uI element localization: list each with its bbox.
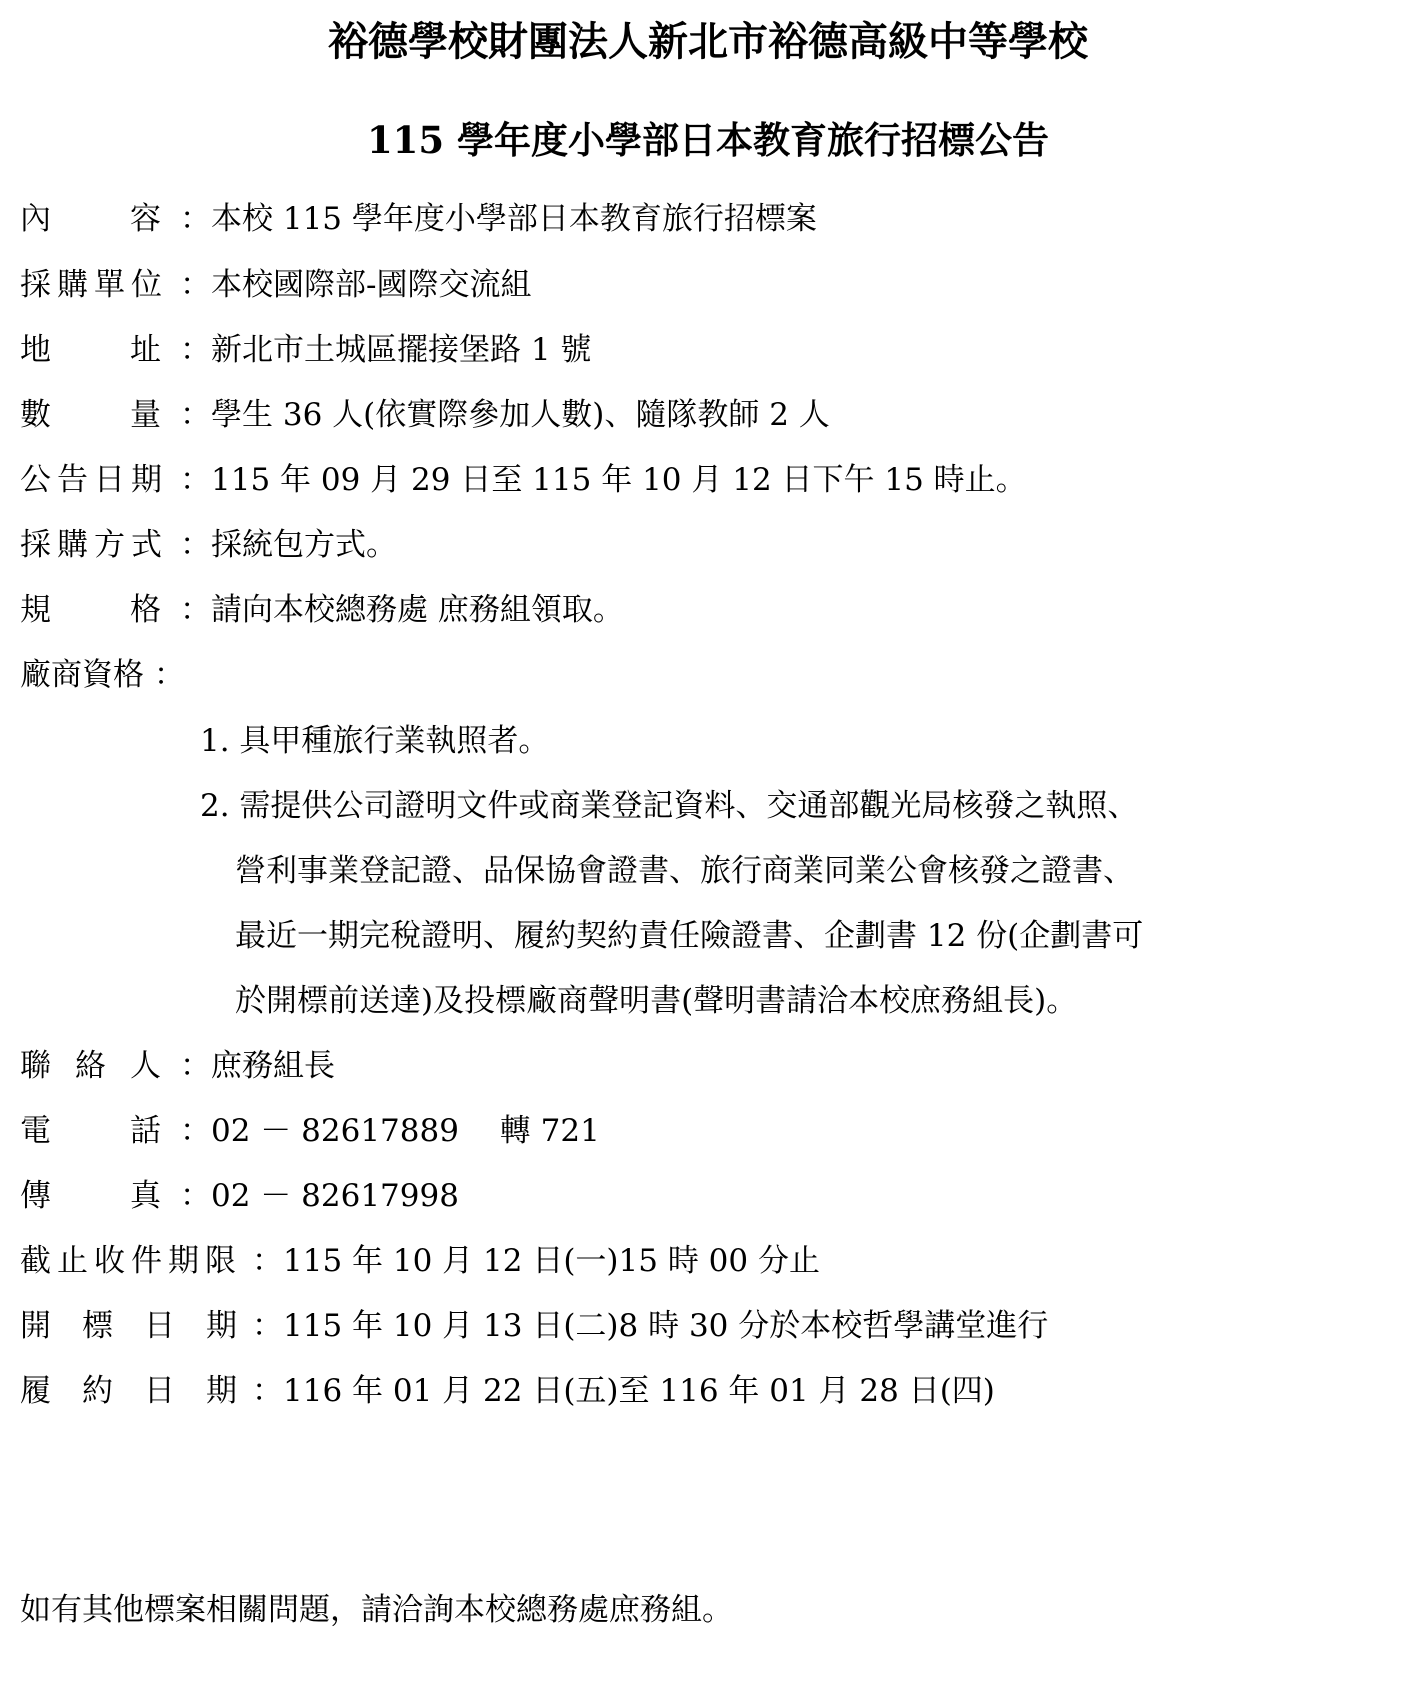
field-label [20,1106,180,1156]
field-value: 115 年 10 月 12 日(一)15 時 00 分止 [283,1243,820,1279]
field-quantity [20,390,1396,440]
field-colon: ： [180,1113,211,1149]
field-announcement-date [20,455,1396,505]
label-char: 採 [20,527,51,563]
field-label [20,390,180,440]
footer-note: 如有其他標案相關問題，請洽詢本校總務處庶務組。 [20,1592,733,1628]
label-char: 電 [20,1113,51,1149]
label-char: 件 [131,1243,162,1279]
label-char: 標 [82,1308,113,1344]
label-char: 容 [130,201,161,237]
field-colon: ： [180,1178,211,1214]
field-colon: ： [180,1048,211,1084]
field-address [20,325,1396,375]
label-char: 限 [205,1243,236,1279]
qualification-item-2-line-3: 最近一期完稅證明、履約契約責任險證書、企劃書 12 份(企劃書可 [235,918,1144,954]
label-char: 位 [131,267,162,303]
label-char: 內 [20,201,51,237]
label-char: 購 [57,527,88,563]
field-label [20,520,180,570]
field-colon: ： [180,267,211,303]
field-colon: ： [180,332,211,368]
field-label [20,1301,252,1351]
field-label [20,1236,252,1286]
field-colon: ： [180,397,211,433]
announcement-title: 115 學年度小學部日本教育旅行招標公告 [366,118,1050,162]
label-char: 截 [20,1243,51,1279]
field-label [20,1041,180,1091]
field-purchasing-unit [20,260,1396,310]
label-char: 量 [130,397,161,433]
label-char: 地 [20,332,51,368]
field-colon: ： [180,462,211,498]
field-colon: ： [180,527,211,563]
label-char: 約 [82,1373,113,1409]
label-char: 格 [130,592,161,628]
field-value: 02 － 82617998 [211,1178,459,1214]
label-char: 期 [131,462,162,498]
qualification-item-2-line-1: 2. 需提供公司證明文件或商業登記資料、交通部觀光局核發之執照、 [200,788,1139,824]
label-char: 履 [20,1373,51,1409]
field-label [20,585,180,635]
field-label [20,260,180,310]
label-char: 購 [57,267,88,303]
field-opening-date [20,1301,1396,1351]
field-value: 本校國際部-國際交流組 [211,267,532,303]
field-purchasing-method [20,520,1396,570]
label-char: 收 [94,1243,125,1279]
field-colon: ： [252,1373,283,1409]
field-value: 116 年 01 月 22 日(五)至 116 年 01 月 28 日(四) [283,1373,995,1409]
label-char: 絡 [75,1048,106,1084]
label-char: 式 [131,527,162,563]
label-char: 期 [206,1373,237,1409]
field-label [20,455,180,505]
field-phone [20,1106,1396,1156]
label-char: 止 [57,1243,88,1279]
label-char: 聯 [20,1048,51,1084]
field-submission-deadline [20,1236,1396,1286]
field-value: 115 年 09 月 29 日至 115 年 10 月 12 日下午 15 時止。 [211,462,1027,498]
label-char: 日 [144,1373,175,1409]
field-value: 採統包方式。 [211,527,397,563]
field-value: 02 － 82617889 轉 721 [211,1113,600,1149]
field-label [20,1171,180,1221]
label-char: 真 [130,1178,161,1214]
field-label [20,1366,252,1416]
label-char: 採 [20,267,51,303]
field-value: 115 年 10 月 13 日(二)8 時 30 分於本校哲學講堂進行 [283,1308,1049,1344]
field-value: 請向本校總務處 庶務組領取。 [211,592,624,628]
label-char: 數 [20,397,51,433]
field-value: 本校 115 學年度小學部日本教育旅行招標案 [211,201,817,237]
field-performance-date [20,1366,1396,1416]
label-char: 期 [168,1243,199,1279]
field-specification [20,585,1396,635]
school-name-heading: 裕德學校財團法人新北市裕德高級中等學校 [328,18,1088,65]
label-char: 址 [130,332,161,368]
label-char: 開 [20,1308,51,1344]
field-colon: ： [252,1243,283,1279]
label-char: 日 [94,462,125,498]
label-char: 傳 [20,1178,51,1214]
label-char: 公 [20,462,51,498]
label-char: 方 [94,527,125,563]
field-value: 新北市土城區擺接堡路 1 號 [211,332,592,368]
label-char: 規 [20,592,51,628]
qualification-item-2-line-2: 營利事業登記證、品保協會證書、旅行商業同業公會核發之證書、 [235,853,1134,889]
label-char: 告 [57,462,88,498]
field-value: 庶務組長 [211,1048,335,1084]
qualification-item-1: 1. 具甲種旅行業執照者。 [200,723,550,759]
field-value: 學生 36 人(依實際參加人數)、隨隊教師 2 人 [211,397,830,433]
label-char: 日 [144,1308,175,1344]
field-content [20,194,1396,244]
field-fax [20,1171,1396,1221]
label-char: 期 [206,1308,237,1344]
field-label [20,325,180,375]
label-char: 話 [130,1113,161,1149]
qualification-label: 廠商資格 ： [20,657,185,693]
field-contact-person [20,1041,1396,1091]
field-colon: ： [180,201,211,237]
qualification-item-2-line-4: 於開標前送達)及投標廠商聲明書(聲明書請洽本校庶務組長)。 [235,983,1078,1019]
label-char: 單 [94,267,125,303]
label-char: 人 [130,1048,161,1084]
field-colon: ： [180,592,211,628]
field-colon: ： [252,1308,283,1344]
field-label [20,194,180,244]
